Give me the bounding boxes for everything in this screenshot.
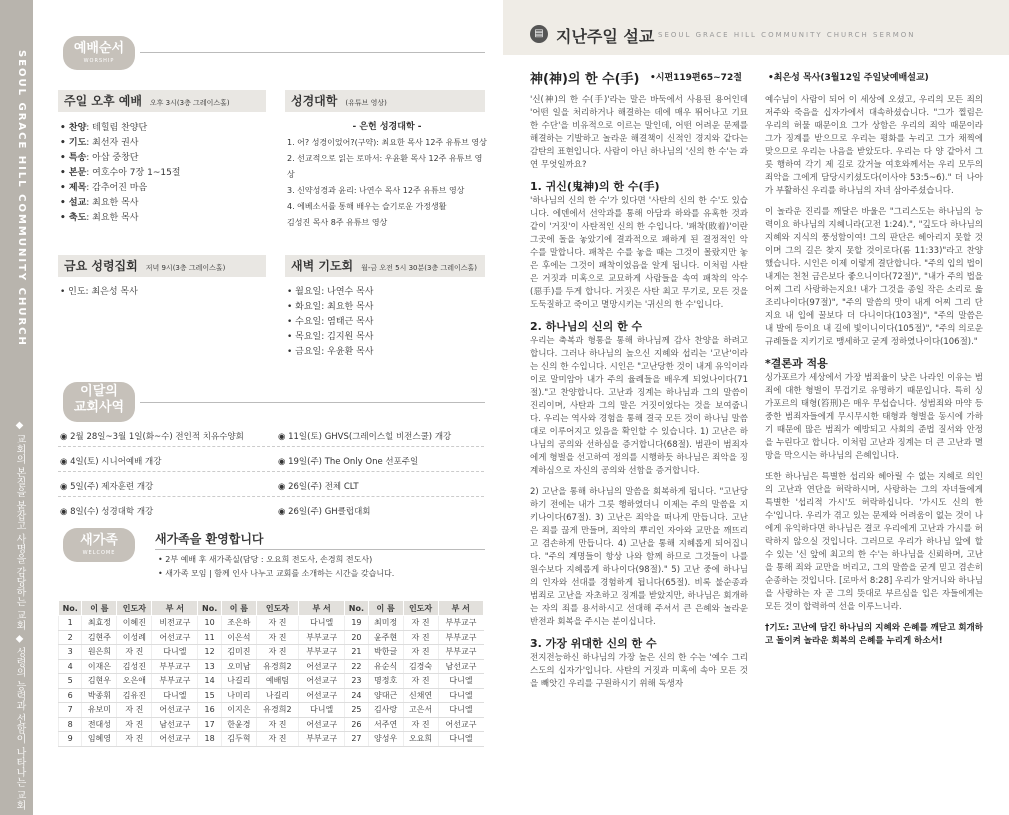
event-item: ◉ 2월 28일~3월 1일(화~수) 전인적 치유수양회 — [60, 432, 244, 442]
book-icon: ▤ — [530, 25, 548, 43]
table-cell: 자 진 — [403, 674, 438, 689]
table-cell: 23 — [345, 674, 368, 689]
table-cell: 오미남 — [221, 659, 256, 674]
sermon-paragraph-7: 싱가포르가 세상에서 가장 범죄율이 낮은 나라인 이유는 범죄에 대한 형벌이 무겁기로 유명하기 때문입니다. 특히 싱가포르의 태형(笞刑)은 매우 무섭습니다. 성범죄와 마약 등 중한 범죄자들에게 무시무시한 태형과 형벌을 동시에 가하기 때문에 많은 범죄가 예방되고 사회의 준법 질서와 안정을 누린다고 합니다. 이처럼 고난과 징계는 더 큰 고난과 멸망을 막으시는 하나님의 은혜입니다. — [765, 373, 983, 461]
college-item: 3. 신약성경과 윤리: 나연수 목사 12주 유튜브 영상 — [287, 186, 465, 195]
table-header: 인도자 — [403, 601, 438, 616]
table-header: 이 름 — [368, 601, 403, 616]
table-cell: 자 진 — [256, 645, 298, 660]
sunday-item-value: : 여호수아 7장 1~15절 — [86, 168, 181, 178]
table-cell: 나미리 — [221, 688, 256, 703]
bible-college-heading: - 은헌 성경대학 - — [352, 122, 422, 132]
sunday-item — [60, 136, 260, 151]
table-cell: 어선교구 — [152, 703, 198, 718]
sunday-item — [60, 181, 260, 196]
sunday-item-value: : 아삽 중창단 — [86, 153, 139, 163]
event-item: ◉ 11일(토) GHVS(그레이스힐 비전스쿨) 개강 — [278, 432, 452, 442]
table-cell: 이은석 — [221, 630, 256, 645]
table-cell: 오은애 — [117, 674, 152, 689]
worship-pill-label: 예배순서 — [73, 41, 125, 56]
worship-pill — [63, 36, 135, 70]
table-cell: 8 — [59, 717, 82, 732]
sermon-heading-3: 3. 가장 위대한 신의 한 수 — [530, 637, 657, 650]
table-cell: 17 — [198, 717, 221, 732]
table-cell: 유경희2 — [256, 659, 298, 674]
table-cell: 김두혁 — [221, 732, 256, 747]
event-item: ◉ 4일(토) 시니어예배 개강 — [60, 457, 162, 467]
table-cell: 양성우 — [368, 732, 403, 747]
sermon-reference: •시편119편65~72절 — [650, 73, 742, 83]
sermon-column-left — [530, 94, 748, 812]
table-cell: 어선교구 — [299, 674, 345, 689]
sunday-item — [60, 151, 260, 166]
table-cell: 한윤경 — [221, 717, 256, 732]
table-row — [59, 645, 484, 660]
sermon-heading-1: 1. 귀신(鬼神)의 한 수(手) — [530, 180, 660, 193]
table-row — [59, 688, 484, 703]
sermon-prayer: †기도: 고난에 담긴 하나님의 지혜와 은혜를 깨닫고 회개하고 돌이켜 놀라운 회복의 은혜를 누리게 하소서! — [765, 623, 983, 646]
table-cell: 나길리 — [221, 674, 256, 689]
table-cell: 7 — [59, 703, 82, 718]
table-cell: 24 — [345, 688, 368, 703]
table-cell: 남선교구 — [438, 659, 483, 674]
table-cell: 22 — [345, 659, 368, 674]
table-cell: 부부교구 — [438, 630, 483, 645]
sermon-conclusion-heading: *결론과 적용 — [765, 357, 828, 370]
table-cell: 자 진 — [117, 703, 152, 718]
events-pill-line1: 이달의 — [80, 384, 118, 399]
college-item: 4. 에베소서를 통해 배우는 슬기로운 가정생활 — [287, 202, 447, 211]
sermon-paragraph-8: 또한 하나님은 특별한 섭리와 헤아릴 수 없는 지혜로 의인의 고난과 연단을 허락하시며, 사랑하는 그의 자녀들에게 특별한 '섭리적 가시'도 허락하십니다. '가시도 신의 한 수'입니다. 우리가 겪고 있는 문제와 어려움이 없는 것이 나에게 유익하다면 하나님은 결코 우리에게 고난과 가시를 허락하지 않으실 것입니다. 그러므로 우리가 하나님 앞에 할 수 있는 '신 앞에 최고의 한 수'는 하나님을 신뢰하며, 고난을 통해 죄와 교만을 버리고, 그의 말씀을 굳게 믿고 겸손히 순종하는 것입니다. [로마서 8:28] 우리가 알거니와 하나님을 사랑하는 자 곧 그의 뜻대로 부르심을 입은 자들에게는 모든 것이 합력하여 선을 이루느니라. — [765, 472, 983, 612]
table-cell: 예배팀 — [256, 674, 298, 689]
table-cell: 자 진 — [117, 717, 152, 732]
table-header: No. — [59, 601, 82, 616]
table-cell: 양대근 — [368, 688, 403, 703]
sermon-paragraph-6: 이 놀라운 진리를 깨달은 바울은 "그리스도는 하나님의 능력이요 하나님의 지혜니라(고전 1:24).", "깊도다 하나님의 지혜와 지식의 풍성함이여! 그의 판단은 헤아리지 못할 것이며 그의 길은 찾지 못할 것이로다(롬 11:33)"라고 찬양했습니다. 시인은 이제 이렇게 결단합니다. "주의 입의 법이 내게는 천천 금은보다 좋으니이다(72절)", "내가 주의 법을 어찌 그리 사랑하는지요! 내가 그것을 종일 작은 소리로 읊조리나이다(97절)", "주의 말씀의 맛이 내게 어찌 그리 단지요 내 입에 꿀보다 더 다니이다(103절)", "주의 말씀은 내 발에 등이요 내 길에 빛이니이다(105절)", "주의 의로운 규례들을 지키기로 맹세하고 굳게 정하였나이다(106절)." — [765, 207, 983, 347]
table-cell: 부부교구 — [299, 645, 345, 660]
table-cell: 이지은 — [221, 703, 256, 718]
table-cell: 2 — [59, 630, 82, 645]
sunday-item-value: : 최선자 권사 — [86, 138, 139, 148]
event-divider — [58, 446, 484, 447]
table-cell: 다니엘 — [299, 703, 345, 718]
sermon-header: 지난주일 설교 — [556, 27, 655, 46]
dawn-item: • 월요일: 나연수 목사 — [287, 287, 374, 297]
table-cell: 13 — [198, 659, 221, 674]
table-cell: 다니엘 — [438, 703, 483, 718]
table-cell: 이재은 — [82, 659, 117, 674]
table-cell: 다니엘 — [438, 674, 483, 689]
table-cell: 김유진 — [117, 688, 152, 703]
sunday-service-title: 주일 오후 예배 오후 3시(3층 그레이스홀) — [58, 90, 266, 112]
table-cell: 자 진 — [256, 630, 298, 645]
dawn-item: • 수요일: 염태근 목사 — [287, 317, 374, 327]
table-cell: 10 — [198, 616, 221, 631]
table-cell: 26 — [345, 717, 368, 732]
sunday-item-label: • 제목 — [60, 183, 87, 193]
table-cell: 신채연 — [403, 688, 438, 703]
table-cell: 다니엘 — [152, 645, 198, 660]
table-cell: 남선교구 — [152, 717, 198, 732]
table-cell: 나길리 — [256, 688, 298, 703]
event-item: ◉ 19일(주) The Only One 선포주일 — [278, 457, 419, 467]
church-motto-vertical: ◆ 교회의 본질을 붙잡고 사명을 감당하는 교회 ◆ 성령의 능력과 선함이 나타나는 교회 — [14, 420, 25, 810]
sermon-preacher: •최은성 목사(3월12일 주일낮예배설교) — [768, 73, 929, 83]
sunday-item-label: • 특송 — [60, 153, 87, 163]
table-row — [59, 630, 484, 645]
sidebar — [0, 0, 33, 815]
table-cell: 전대성 — [82, 717, 117, 732]
sermon-paragraph-3: 2) 고난을 통해 하나님의 말씀을 회복하게 됩니다. "고난당하기 전에는 내가 그릇 행하였더니 이제는 주의 말씀을 지키나이다(67절). 3) 고난은 죄악을 떠나게 만듭니다. 고난은 죄를 끊게 만들며, 죄악의 뿌리인 자아와 교만을 깨뜨리고 겸손하게 만듭니다. 4) 고난을 통해 지혜롭게 되어집니다. "주의 계명들이 항상 나와 함께 하므로 그것들이 나를 원수보다 지혜롭게 하나이다(98절)." 5) 고난 중에 하나님의 인자와 선대를 경험하게 됩니다(65절). 비록 불순종과 범죄로 고난을 자초하고 징계를 받았지만, 하나님은 회개하는 자의 죄를 용서하시고 선대해 주셔서 큰 은혜와 놀라운 반전과 회복을 주시는 분이십니다. — [530, 487, 748, 627]
sunday-item-label: • 본문 — [60, 168, 87, 178]
table-cell: 유순식 — [368, 659, 403, 674]
event-item: ◉ 26일(주) GH클럽대회 — [278, 507, 371, 517]
table-cell: 3 — [59, 645, 82, 660]
table-cell: 부부교구 — [152, 659, 198, 674]
table-cell: 어선교구 — [299, 717, 345, 732]
table-cell: 이혜진 — [117, 616, 152, 631]
table-cell: 박종휘 — [82, 688, 117, 703]
divider — [140, 52, 485, 53]
sermon-heading-2: 2. 하나님의 신의 한 수 — [530, 320, 643, 333]
table-cell: 다니엘 — [299, 616, 345, 631]
table-header: 부 서 — [299, 601, 345, 616]
table-cell: 20 — [345, 630, 368, 645]
newcomers-table — [58, 600, 484, 747]
table-cell: 김현주 — [82, 630, 117, 645]
sunday-item — [60, 121, 260, 136]
event-item: ◉ 8일(수) 성경대학 개강 — [60, 507, 154, 517]
table-cell: 김사랑 — [368, 703, 403, 718]
table-cell: 5 — [59, 674, 82, 689]
church-name-vertical: SEOUL GRACE HILL COMMUNITY CHURCH — [16, 50, 27, 347]
events-pill — [63, 382, 135, 422]
sermon-column-right — [765, 94, 983, 812]
table-cell: 자 진 — [256, 717, 298, 732]
table-cell: 27 — [345, 732, 368, 747]
college-item: 김성진 목사 8주 유튜브 영상 — [287, 218, 388, 227]
table-cell: 어선교구 — [299, 688, 345, 703]
worship-pill-en: WORSHIP — [83, 58, 115, 64]
sermon-title: 神(神)의 한 수(手) — [530, 72, 640, 87]
dawn-prayer-title: 새벽 기도회 월-금 오전 5시 30분(3층 그레이스홀) — [285, 255, 485, 277]
table-cell: 윤주현 — [368, 630, 403, 645]
table-cell: 18 — [198, 732, 221, 747]
event-item: ◉ 5일(주) 제자훈련 개강 — [60, 482, 154, 492]
table-cell: 어선교구 — [152, 630, 198, 645]
table-header: No. — [345, 601, 368, 616]
table-cell: 11 — [198, 630, 221, 645]
table-cell: 부부교구 — [299, 732, 345, 747]
table-cell: 어선교구 — [152, 732, 198, 747]
table-header: 부 서 — [438, 601, 483, 616]
welcome-pill-en: WELCOME — [82, 550, 116, 556]
table-cell: 6 — [59, 688, 82, 703]
table-cell: 다니엘 — [438, 732, 483, 747]
table-cell: 12 — [198, 645, 221, 660]
table-cell: 자 진 — [403, 630, 438, 645]
sunday-service-list — [60, 121, 260, 226]
sermon-paragraph-4: 전지전능하신 하나님의 가장 높은 신의 한 수는 '예수 그리스도의 십자가'입니다. 사탄의 거짓과 미혹에 속아 모든 것을 빼앗긴 우리를 구원하시기 위해 독생자 — [530, 653, 748, 689]
table-cell: 19 — [345, 616, 368, 631]
table-cell: 김성진 — [117, 659, 152, 674]
event-divider — [58, 471, 484, 472]
divider — [155, 549, 485, 550]
table-cell: 자 진 — [256, 616, 298, 631]
table-cell: 박한글 — [368, 645, 403, 660]
newcomers-title: 새가족을 환영합니다 — [155, 532, 264, 546]
table-cell: 16 — [198, 703, 221, 718]
table-cell: 유경희2 — [256, 703, 298, 718]
table-cell: 25 — [345, 703, 368, 718]
bible-college-list — [287, 119, 487, 231]
sermon-header-en: SEOUL GRACE HILL COMMUNITY CHURCH SERMON — [658, 31, 916, 39]
welcome-pill-label: 새가족 — [80, 533, 118, 548]
newcomer-note: • 2부 예배 후 새가족실(담당 : 오요희 전도사, 손경희 전도사) — [158, 555, 373, 564]
table-row — [59, 703, 484, 718]
event-item: ◉ 26일(주) 전체 CLT — [278, 482, 359, 492]
table-row — [59, 717, 484, 732]
table-row — [59, 732, 484, 747]
table-cell: 고은서 — [403, 703, 438, 718]
dawn-item: • 목요일: 김지원 목사 — [287, 332, 374, 342]
dawn-item: • 금요일: 우윤환 목사 — [287, 347, 374, 357]
table-cell: 1 — [59, 616, 82, 631]
sunday-item-value: : 테힐림 찬양단 — [86, 123, 148, 133]
sunday-item — [60, 211, 260, 226]
divider — [140, 402, 485, 403]
newcomers-notes — [158, 553, 478, 581]
sunday-item-label: • 찬양 — [60, 123, 87, 133]
welcome-pill — [63, 528, 135, 562]
table-cell: 자 진 — [117, 732, 152, 747]
sermon-paragraph-5: 예수님이 사람이 되어 이 세상에 오셨고, 우리의 모든 죄의 저주와 죽음을 십자가에서 대속하셨습니다. "그가 찔림은 우리의 허물 때문이요 그가 상함은 우리의 죄악 때문이라 그가 징계를 받으므로 우리는 평화를 누리고 그가 채찍에 맞으므로 우리는 나음을 받았도다. 우리는 다 양 같아서 그릇 행하여 각기 제 길로 갔거늘 여호와께서는 우리 모두의 죄악을 그에게 담당시키셨도다(이사야 53:5~6)." 더 나아가 부활하신 우리를 하나님의 자녀 삼아주셨습니다. — [765, 95, 983, 196]
sermon-paragraph-2: 우리는 축복과 형통을 통해 하나님께 감사 찬양을 하려고 합니다. 그러나 하나님의 높으신 지혜와 섭리는 '고난'이라는 신의 한 수입니다. 시인은 "고난당한 것이 내게 유익이라 이로 말미암아 내가 주의 율례들을 배우게 되었나이다(71절)."고 찬양합니다. 고난과 징계는 하나님과 그의 말씀이 진리이며, 사탄과 그의 말은 거짓이었다는 것을 보여줍니다. 우리는 역사와 경험을 통해 결국 모든 것이 하나님 말씀대로 이루어지고 있음을 확인할 수 있습니다. 1) 고난은 하나님의 공의와 선하심을 증거합니다(68절). 범관이 범죄자에게 형벌을 선고하여 정의를 시행하듯 하나님은 죄악을 징계하심으로 자신의 공의와 선함을 증거합니다. — [530, 336, 748, 476]
table-cell: 14 — [198, 674, 221, 689]
table-cell: 어선교구 — [438, 717, 483, 732]
table-cell: 최효정 — [82, 616, 117, 631]
events-pill-line2: 교회사역 — [73, 400, 125, 415]
table-header: No. — [198, 601, 221, 616]
table-cell: 명정호 — [368, 674, 403, 689]
table-header: 인도자 — [256, 601, 298, 616]
table-cell: 9 — [59, 732, 82, 747]
sunday-item-label: • 설교 — [60, 198, 87, 208]
table-cell: 부부교구 — [299, 630, 345, 645]
table-header: 이 름 — [82, 601, 117, 616]
table-cell: 조은하 — [221, 616, 256, 631]
table-cell: 자 진 — [403, 717, 438, 732]
table-cell: 자 진 — [403, 645, 438, 660]
table-cell: 이성례 — [117, 630, 152, 645]
table-cell: 15 — [198, 688, 221, 703]
table-cell: 원은희 — [82, 645, 117, 660]
friday-meeting-list — [60, 285, 260, 300]
sunday-item-value: : 최요한 목사 — [86, 213, 139, 223]
table-cell: 오요희 — [403, 732, 438, 747]
table-row — [59, 674, 484, 689]
sunday-item-value: : 감추어진 마음 — [86, 183, 148, 193]
table-cell: 김미진 — [221, 645, 256, 660]
sermon-paragraph-1: '하나님의 신의 한 수'가 있다면 '사탄의 신의 한 수'도 있습니다. 에덴에서 선악과를 통해 아담과 하와를 유혹한 것과 같이 '거짓'이 사탄적인 신의 한 수입니다. '패착(敗着)'이란 그곳에 돌을 놓았기에 결과적으로 패하게 된 결정적인 악 수를 말합니다. 패착은 수를 놓을 때는 그것이 몰랐지만 놓은 후에는 그것이 패착이었음을 알게 됩니다. 이처럼 사탄은 거짓과 미혹으로 교묘하게 사람들을 속여 패착의 악수(惡手)를 두게 합니다. 거짓은 사탄 최고 무기로, 모든 것을 도둑질하고 죽이고 멸망시키는 '귀신의 한 수'입니다. — [530, 196, 748, 310]
bible-college-title: 성경대학 (유튜브 영상) — [285, 90, 485, 112]
table-cell: 다니엘 — [152, 688, 198, 703]
table-cell: 김경숙 — [403, 659, 438, 674]
sunday-item-value: : 최요한 목사 — [86, 198, 139, 208]
table-cell: 부부교구 — [438, 616, 483, 631]
table-cell: 다니엘 — [438, 688, 483, 703]
table-row — [59, 616, 484, 631]
sunday-item-label: • 축도 — [60, 213, 87, 223]
newcomer-note: • 새가족 모임 | 함께 인사 나누고 교회를 소개하는 시간을 갖습니다. — [158, 569, 395, 578]
friday-item: • 인도: 최은성 목사 — [60, 287, 138, 297]
bible-college-items — [287, 135, 487, 231]
table-cell: 서주연 — [368, 717, 403, 732]
table-cell: 비전교구 — [152, 616, 198, 631]
sunday-item-label: • 기도 — [60, 138, 87, 148]
table-header: 이 름 — [221, 601, 256, 616]
table-cell: 부부교구 — [152, 674, 198, 689]
sermon-intro: '신(神)의 한 수(手)'라는 말은 바둑에서 사용된 용어인데 '어떤 일을 처리하거나 해결하는 데에 매우 뛰어나고 기묘한 수단'을 비유적으로 이르는 말인데, 어떤 어려운 문제를 해결하는 기발하고 놀라운 해결책이 신적인 경지와 같다는 감탄의 표현입니다. 사람이 아닌 하나님의 '신의 한 수'는 과연 무엇일까요? — [530, 95, 748, 170]
table-cell: 유보미 — [82, 703, 117, 718]
friday-meeting-title: 금요 성령집회 저녁 9시(3층 그레이스홀) — [58, 255, 266, 277]
table-cell: 어선교구 — [299, 659, 345, 674]
sunday-item — [60, 196, 260, 211]
table-header: 인도자 — [117, 601, 152, 616]
table-cell: 자 진 — [256, 732, 298, 747]
table-cell: 최미정 — [368, 616, 403, 631]
table-cell: 자 진 — [117, 645, 152, 660]
table-cell: 4 — [59, 659, 82, 674]
table-cell: 21 — [345, 645, 368, 660]
college-item: 1. 어? 성경이었어?(구약): 최요한 목사 12주 유튜브 영상 — [287, 138, 487, 147]
table-cell: 자 진 — [403, 616, 438, 631]
sunday-item — [60, 166, 260, 181]
dawn-item: • 화요일: 최요한 목사 — [287, 302, 374, 312]
college-item: 2. 선교적으로 읽는 로마서: 우윤환 목사 12주 유튜브 영상 — [287, 154, 483, 179]
table-header: 부 서 — [152, 601, 198, 616]
event-divider — [58, 496, 484, 497]
dawn-prayer-list — [287, 285, 487, 360]
table-cell: 임혜영 — [82, 732, 117, 747]
table-row — [59, 659, 484, 674]
table-cell: 부부교구 — [438, 645, 483, 660]
table-cell: 김현우 — [82, 674, 117, 689]
